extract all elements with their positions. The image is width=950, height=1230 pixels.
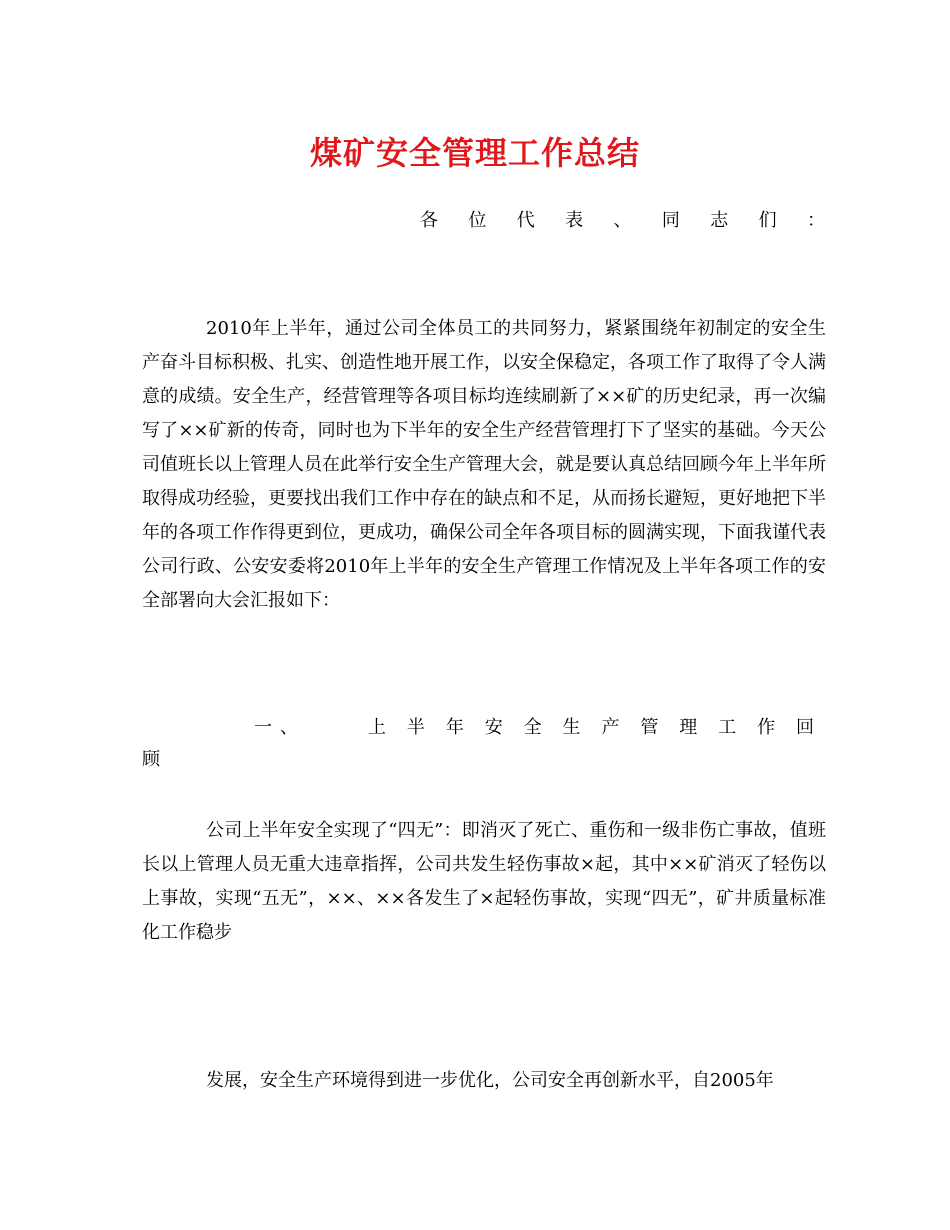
document-title: 煤矿安全管理工作总结 bbox=[309, 134, 640, 172]
heading-tail: 顾 bbox=[142, 749, 160, 770]
heading-char: 年 bbox=[445, 717, 464, 738]
heading-char: 回 bbox=[795, 717, 814, 738]
heading-char: 一 bbox=[254, 717, 272, 738]
greeting-char: 代 bbox=[516, 210, 535, 231]
intro-paragraph: 2010年上半年，通过公司全体员工的共同努力，紧紧围绕年初制定的安全生产奋斗目标积极、扎实、创造性地开展工作，以安全保稳定，各项工作了取得了令人满意的成绩。安全生产，经营管理等各项目标均连续刷新了××矿的历史纪录，再一次编写了××矿新的传奇，同时也为下半年的安全生产经营管理打下了坚实的基础。今天公司值班长以上管理人员在此举行安全生产管理大会，就是要认真总结回顾今年上半年所取得成功经验，更要找出我们工作中存在的缺点和不足，从而扬长避短，更好地把下半年的各项工作作得更到位，更成功，确保公司全年各项目标的圆满实现，下面我谨代表公司行政、公安安委将2010年上半年的安全生产管理工作情况及上半年各项工作的安全部署向大会汇报如下： bbox=[142, 318, 826, 611]
greeting-char: 同 bbox=[661, 210, 680, 231]
heading-char: 安 bbox=[484, 717, 503, 738]
heading-char: 、 bbox=[280, 717, 298, 738]
greeting-char: 各 bbox=[420, 210, 438, 231]
heading-char: 工 bbox=[718, 717, 737, 738]
heading-char: 上 bbox=[368, 717, 386, 738]
greeting-char: 们 bbox=[758, 210, 777, 231]
heading-char: 管 bbox=[640, 717, 659, 738]
heading-char: 作 bbox=[757, 717, 776, 738]
heading-char: 半 bbox=[406, 717, 425, 738]
section-heading-text bbox=[368, 712, 814, 744]
greeting-line bbox=[420, 208, 825, 234]
section-number bbox=[254, 712, 298, 744]
greeting-char: ： bbox=[807, 210, 825, 231]
safety-paragraph: 公司上半年安全实现了“四无”：即消灭了死亡、重伤和一级非伤亡事故，值班长以上管理人员无重大违章指挥，公司共发生轻伤事故×起，其中××矿消灭了轻伤以上事故，实现“五无”，××、××各发生了×起轻伤事故，实现“四无”，矿井质量标准化工作稳步 bbox=[142, 820, 826, 943]
heading-char: 理 bbox=[679, 717, 698, 738]
greeting-char: 、 bbox=[613, 210, 632, 231]
greeting-char: 位 bbox=[468, 210, 487, 231]
greeting-char: 志 bbox=[710, 210, 729, 231]
heading-char: 生 bbox=[562, 717, 581, 738]
heading-char: 产 bbox=[601, 717, 620, 738]
section-heading-1 bbox=[142, 712, 826, 776]
greeting-char: 表 bbox=[565, 210, 584, 231]
heading-char: 全 bbox=[523, 717, 542, 738]
continuation-paragraph: 发展，安全生产环境得到进一步优化，公司安全再创新水平，自2005年 bbox=[206, 1070, 774, 1091]
